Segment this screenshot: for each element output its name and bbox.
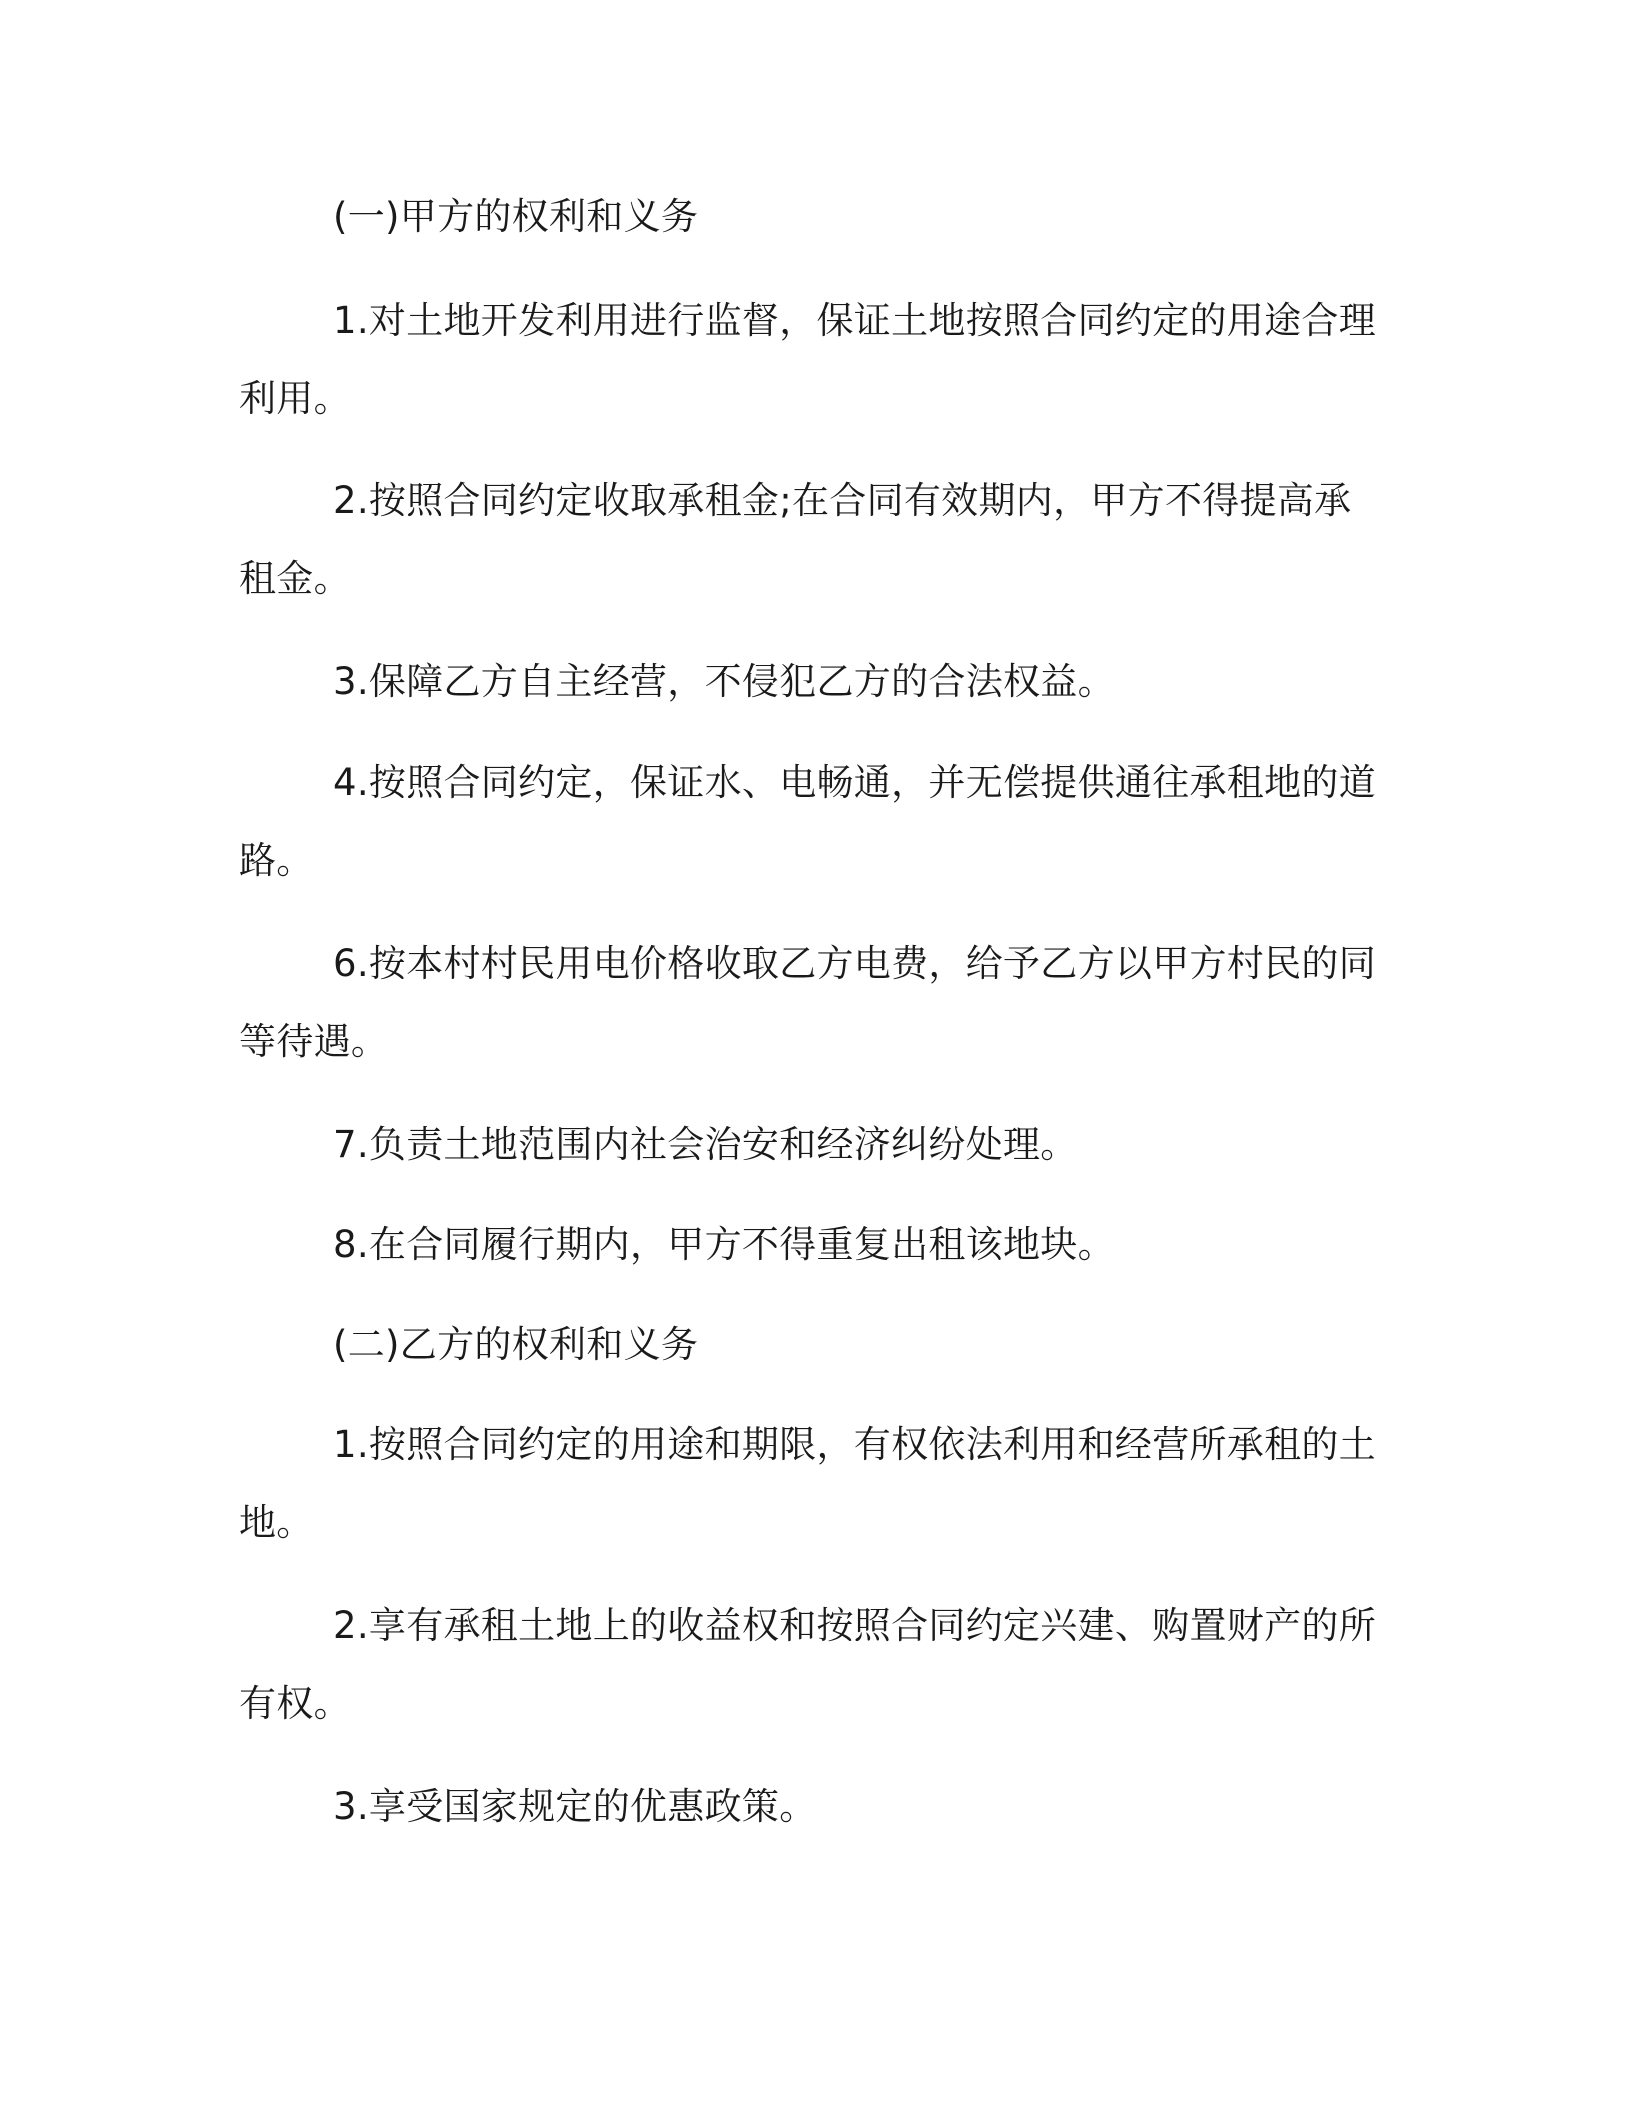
paragraph-a2: 2.按照合同约定收取承租金;在合同有效期内，甲方不得提高承租金。 <box>239 479 1352 600</box>
paragraph-b2: 2.享有承租土地上的收益权和按照合同约定兴建、购置财产的所有权。 <box>239 1604 1376 1725</box>
paragraph-a3: 3.保障乙方自主经营，不侵犯乙方的合法权益。 <box>333 660 1115 703</box>
paragraph-b3: 3.享受国家规定的优惠政策。 <box>333 1785 817 1828</box>
paragraph-b1: 1.按照合同约定的用途和期限，有权依法利用和经营所承租的土地。 <box>239 1423 1376 1544</box>
paragraph-a7: 7.负责土地范围内社会治安和经济纠纷处理。 <box>333 1123 1078 1166</box>
paragraph-a1: 1.对土地开发利用进行监督，保证土地按照合同约定的用途合理利用。 <box>239 299 1376 420</box>
section-heading-party-b: (二)乙方的权利和义务 <box>333 1323 699 1366</box>
paragraph-a6: 6.按本村村民用电价格收取乙方电费，给予乙方以甲方村民的同等待遇。 <box>239 942 1376 1063</box>
section-heading-party-a: (一)甲方的权利和义务 <box>333 195 699 238</box>
paragraph-a8: 8.在合同履行期内，甲方不得重复出租该地块。 <box>333 1223 1115 1266</box>
paragraph-a4: 4.按照合同约定，保证水、电畅通，并无偿提供通往承租地的道路。 <box>239 761 1376 882</box>
